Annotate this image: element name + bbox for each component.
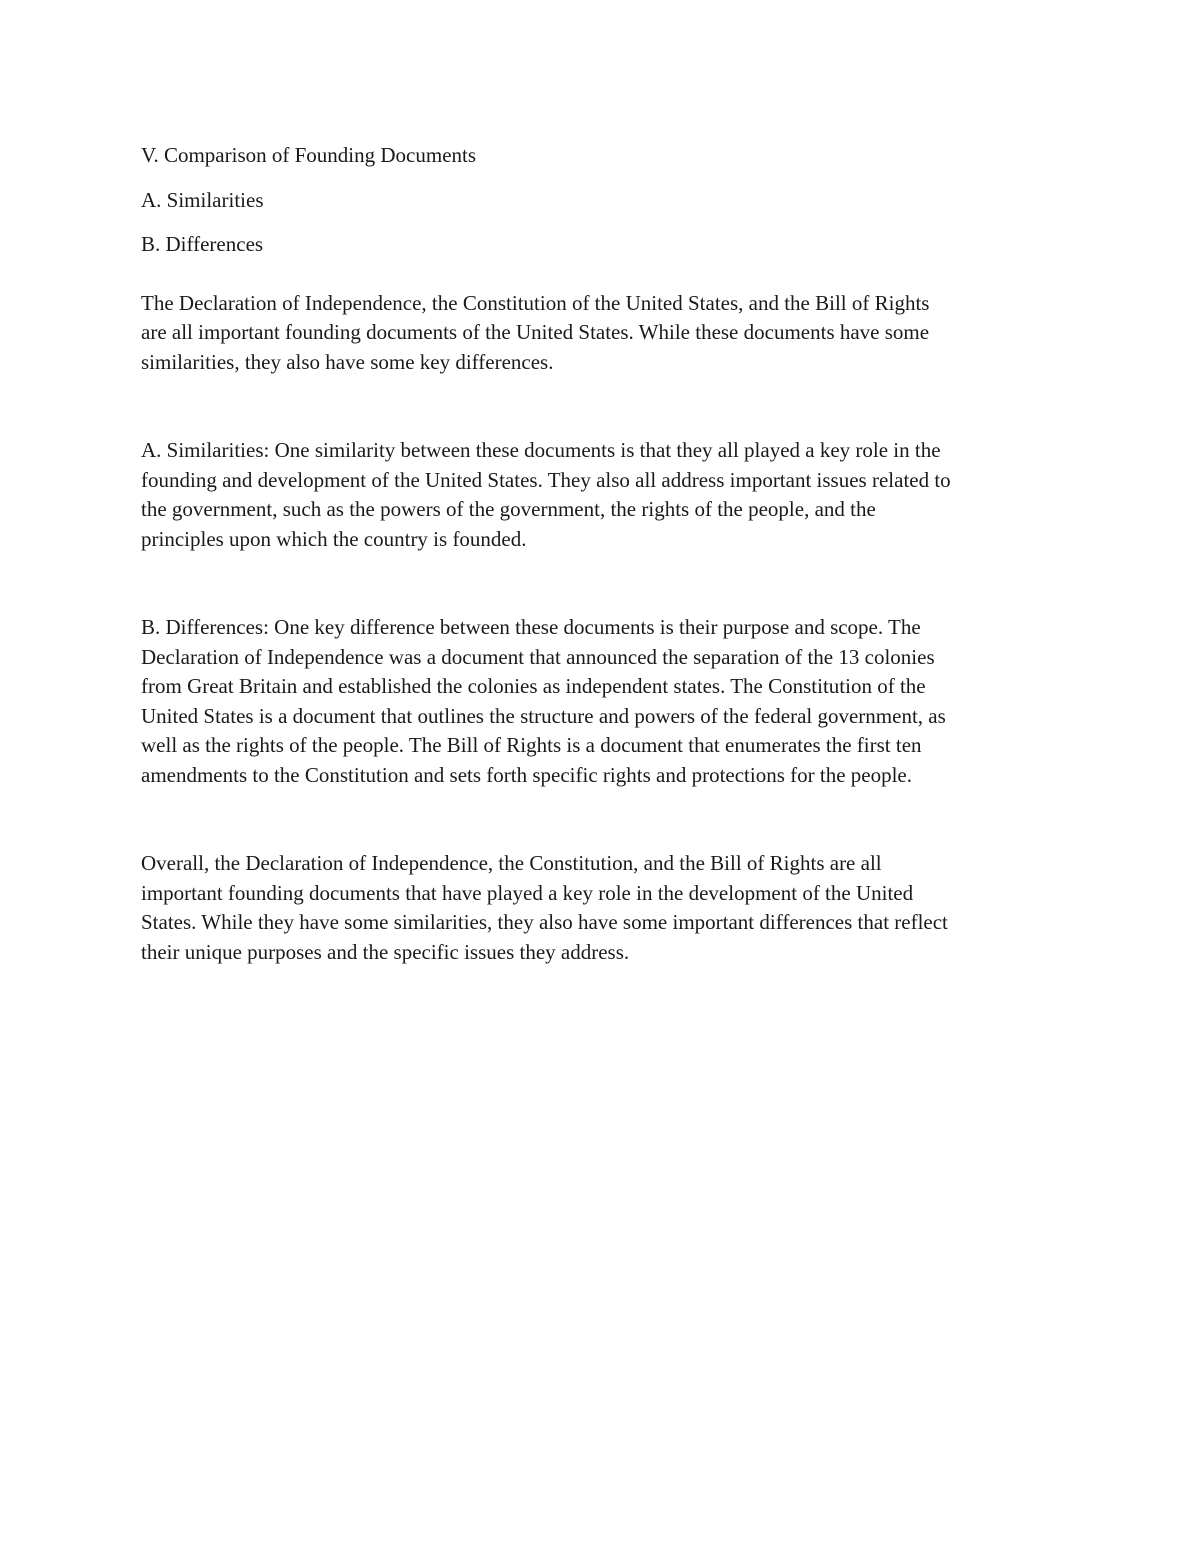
paragraph-line: from Great Britain and established the colonies as independent states. The Constitution of the xyxy=(141,674,926,698)
outline-item-differences: B. Differences xyxy=(141,232,264,256)
paragraph-line: B. Differences: One key difference between these documents is their purpose and scope. The xyxy=(141,615,921,639)
paragraph-line: the government, such as the powers of the government, the rights of the people, and the xyxy=(141,497,876,521)
spacer xyxy=(141,554,1071,613)
differences-paragraph xyxy=(141,613,1071,790)
spacer xyxy=(141,377,1071,436)
conclusion-paragraph xyxy=(141,849,1071,967)
document-body xyxy=(141,141,1071,967)
paragraph-line: are all important founding documents of the United States. While these documents have some xyxy=(141,320,930,344)
paragraph-line: founding and development of the United States. They also all address important issues related to xyxy=(141,467,951,492)
paragraph-line: important founding documents that have played a key role in the development of the United xyxy=(141,880,914,905)
spacer xyxy=(141,275,1071,289)
paragraph-line: A. Similarities: One similarity between these documents is that they all played a key role in the xyxy=(141,438,941,462)
paragraph-line: amendments to the Constitution and sets forth specific rights and protections for the people. xyxy=(141,762,913,787)
similarities-paragraph xyxy=(141,436,1071,554)
paragraph-line: similarities, they also have some key differences. xyxy=(141,349,554,374)
paragraph-line: their unique purposes and the specific issues they address. xyxy=(141,939,630,964)
paragraph-line: The Declaration of Independence, the Constitution of the United States, and the Bill of Rights xyxy=(141,290,930,315)
outline-item-similarities: A. Similarities xyxy=(141,187,264,212)
paragraph-line: Overall, the Declaration of Independence, the Constitution, and the Bill of Rights are all xyxy=(141,851,882,875)
paragraph-line: Declaration of Independence was a document that announced the separation of the 13 colonies xyxy=(141,644,935,669)
spacer xyxy=(141,790,1071,849)
section-heading: V. Comparison of Founding Documents xyxy=(141,143,477,167)
paragraph-line: States. While they have some similarities, they also have some important differences that reflect xyxy=(141,910,948,934)
paragraph-line: well as the rights of the people. The Bill of Rights is a document that enumerates the first ten xyxy=(141,733,922,757)
intro-paragraph xyxy=(141,289,1071,378)
paragraph-line: United States is a document that outlines the structure and powers of the federal government, as xyxy=(141,703,946,728)
paragraph-line: principles upon which the country is founded. xyxy=(141,526,527,551)
